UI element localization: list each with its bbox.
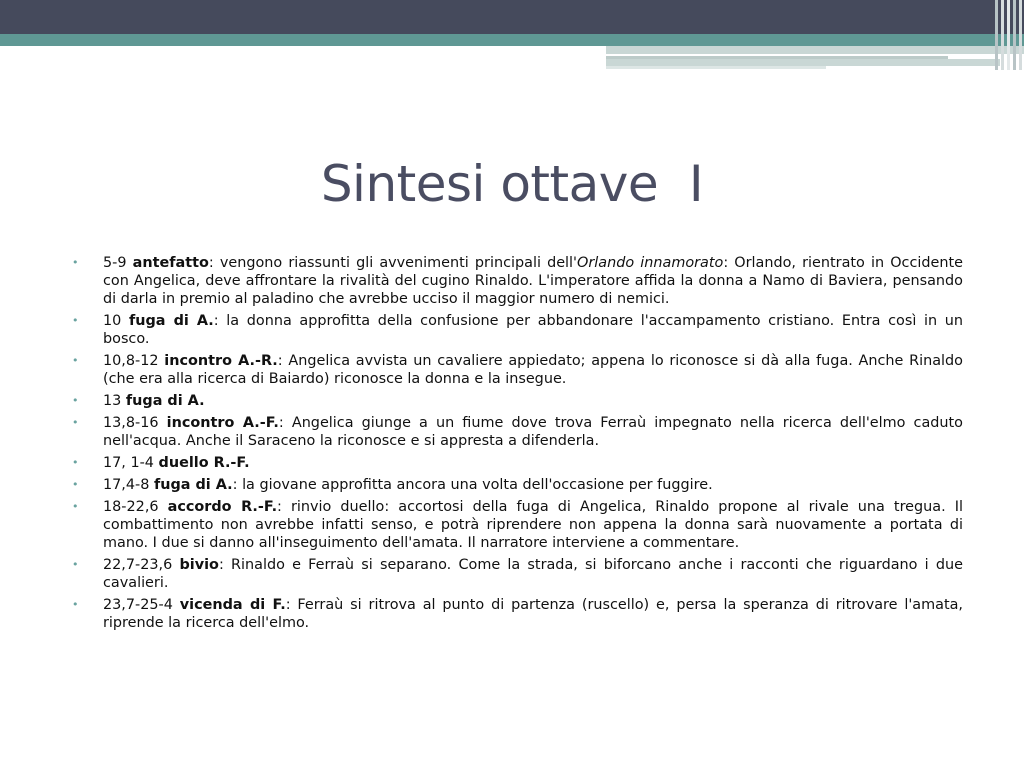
item-sep: : — [277, 353, 289, 369]
bullet-icon: • — [72, 478, 79, 491]
slide-header-decoration — [0, 0, 1024, 70]
bullet-icon: • — [72, 456, 79, 469]
header-vertical-stripe — [1001, 0, 1004, 70]
item-text: rinvio duello: accortosi della fuga di Angelica, Rinaldo propone al rivale una tregua. Il combattimento non avrebbe infatti senso, e potrà riprendere non appena la donna sarà nuovamente a portata di mano. I due si danno all'inseguimento dell'amata. Il narratore interviene a commentare. — [103, 499, 963, 551]
list-item — [72, 498, 963, 552]
item-text: la giovane approfitta ancora una volta dell'occasione per fuggire. — [242, 477, 713, 493]
item-sep: : — [218, 557, 232, 573]
item-sep: : — [232, 477, 243, 493]
header-white-gap — [0, 46, 606, 70]
list-item — [72, 596, 963, 632]
header-vertical-stripe — [995, 0, 998, 70]
item-keyword: antefatto — [132, 255, 209, 271]
header-light-bar-2 — [606, 59, 1000, 66]
list-item — [72, 414, 963, 450]
item-keyword: fuga di A. — [125, 393, 205, 409]
item-ref: 17, 1-4 — [103, 455, 159, 471]
item-ref: 10 — [103, 313, 129, 329]
item-keyword: accordo R.-F. — [167, 499, 278, 515]
bullet-icon: • — [72, 558, 79, 571]
item-ref: 17,4-8 — [103, 477, 154, 493]
item-text: vengono riassunti gli avvenimenti principali dell' — [219, 255, 578, 271]
header-vertical-stripe — [1013, 0, 1016, 70]
item-text: Angelica giunge a un fiume dove trova Ferraù impegnato nella ricerca dell'elmo caduto nell'acqua. Anche il Saraceno la riconosce e si appresta a difenderla. — [103, 415, 963, 449]
list-item — [72, 352, 963, 388]
header-thin-line-2 — [606, 66, 826, 69]
item-keyword: fuga di A. — [128, 313, 214, 329]
header-dark-band — [0, 0, 1024, 34]
item-sep: : — [213, 313, 227, 329]
item-italic-title: Orlando innamorato — [577, 255, 724, 271]
bullet-icon: • — [72, 314, 79, 327]
item-keyword: bivio — [179, 557, 219, 573]
list-item — [72, 556, 963, 592]
item-keyword: vicenda di F. — [179, 597, 286, 613]
item-ref: 23,7-25-4 — [103, 597, 180, 613]
bullet-icon: • — [72, 598, 79, 611]
synopsis-list — [72, 254, 963, 636]
header-teal-band — [0, 34, 1024, 46]
list-item — [72, 254, 963, 308]
bullet-icon: • — [72, 394, 79, 407]
item-ref: 10,8-12 — [103, 353, 165, 369]
item-keyword: incontro A.-F. — [166, 415, 279, 431]
bullet-icon: • — [72, 500, 79, 513]
item-text: Rinaldo e Ferraù si separano. Come la strada, si biforcano anche i racconti che riguardano i due cavalieri. — [103, 557, 963, 591]
item-text-continued: : Orlando, rientrato in Occidente con Angelica, deve affrontare la rivalità del cugino Rinaldo. L'imperatore affida la donna a Namo di Baviera, pensando di darla in premio al paladino che avrebbe ucciso il maggior numero di nemici. — [103, 255, 963, 307]
item-ref: 13 — [103, 393, 126, 409]
header-vertical-stripe — [1007, 0, 1010, 70]
bullet-icon: • — [72, 256, 79, 269]
item-keyword: duello R.-F. — [158, 455, 250, 471]
header-light-bar — [606, 46, 1024, 54]
item-ref: 22,7-23,6 — [103, 557, 180, 573]
item-keyword: fuga di A. — [153, 477, 233, 493]
list-item — [72, 312, 963, 348]
item-ref: 13,8-16 — [103, 415, 167, 431]
list-item — [72, 454, 963, 472]
item-text: Angelica avvista un cavaliere appiedato; appena lo riconosce si dà alla fuga. Anche Rinaldo (che era alla ricerca di Baiardo) riconosce la donna e la insegue. — [103, 353, 963, 387]
header-vertical-stripe — [1019, 0, 1022, 70]
item-text: Ferraù si ritrova al punto di partenza (ruscello) e, persa la speranza di ritrovare l'amata, riprende la ricerca dell'elmo. — [103, 597, 964, 631]
item-text: la donna approfitta della confusione per abbandonare l'accampamento cristiano. Entra così in un bosco. — [103, 313, 963, 347]
list-item — [72, 392, 963, 410]
slide-title: Sintesi ottave I — [320, 155, 704, 213]
item-keyword: incontro A.-R. — [164, 353, 278, 369]
list-item — [72, 476, 963, 494]
item-sep: : — [285, 597, 298, 613]
item-sep: : — [278, 415, 292, 431]
item-sep: : — [277, 499, 291, 515]
item-ref: 18-22,6 — [103, 499, 168, 515]
item-ref: 5-9 — [103, 255, 133, 271]
bullet-icon: • — [72, 354, 79, 367]
item-sep: : — [208, 255, 220, 271]
bullet-icon: • — [72, 416, 79, 429]
